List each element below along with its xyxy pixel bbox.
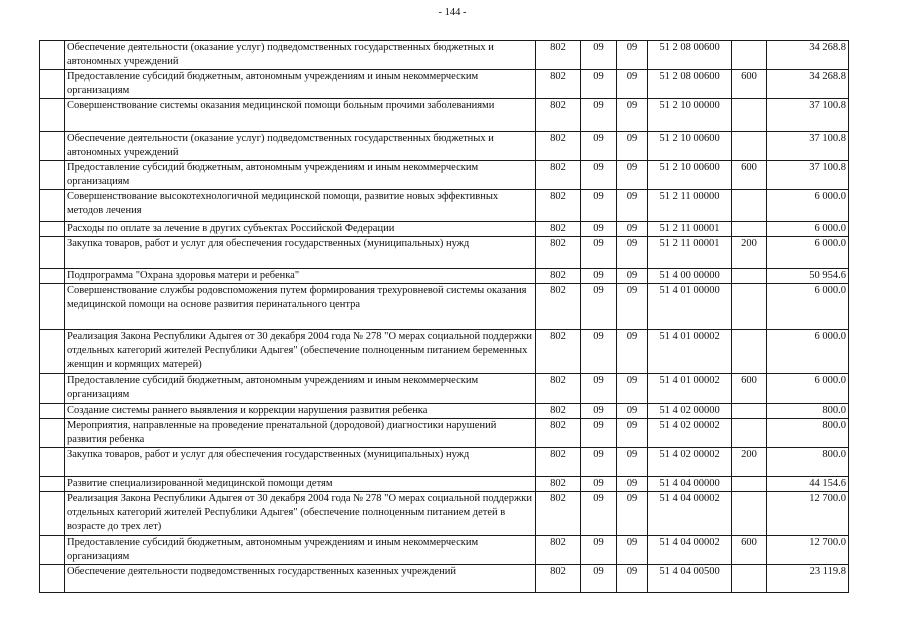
expense-type-cell: 200 <box>732 448 767 477</box>
section-code-cell: 09 <box>581 404 617 419</box>
ministry-code-cell: 802 <box>536 190 581 222</box>
ministry-code-cell: 802 <box>536 99 581 132</box>
expense-type-cell <box>732 190 767 222</box>
row-name-cell: Подпрограмма "Охрана здоровья матери и ребенка" <box>65 269 536 284</box>
section-code-cell: 09 <box>581 565 617 593</box>
table-body <box>40 41 849 593</box>
ministry-code-cell: 802 <box>536 222 581 237</box>
row-marker-cell <box>40 419 65 448</box>
table-row <box>40 565 849 593</box>
row-name-cell: Предоставление субсидий бюджетным, автономным учреждениям и иным некоммерческим организациям <box>65 536 536 565</box>
ministry-code-cell: 802 <box>536 70 581 99</box>
subsection-code-cell: 09 <box>617 404 648 419</box>
section-code-cell: 09 <box>581 190 617 222</box>
subsection-code-cell: 09 <box>617 284 648 330</box>
table-row <box>40 237 849 269</box>
ministry-code-cell: 802 <box>536 419 581 448</box>
target-code-cell: 51 4 04 00002 <box>648 492 732 536</box>
row-marker-cell <box>40 269 65 284</box>
section-code-cell: 09 <box>581 419 617 448</box>
row-name-cell: Совершенствование высокотехнологичной медицинской помощи, развитие новых эффективных методов лечения <box>65 190 536 222</box>
subsection-code-cell: 09 <box>617 492 648 536</box>
ministry-code-cell: 802 <box>536 492 581 536</box>
amount-cell: 50 954.6 <box>767 269 849 284</box>
target-code-cell: 51 4 04 00500 <box>648 565 732 593</box>
table-row <box>40 70 849 99</box>
page-number: - 144 - <box>438 7 467 18</box>
section-code-cell: 09 <box>581 374 617 404</box>
subsection-code-cell: 09 <box>617 419 648 448</box>
expense-type-cell: 600 <box>732 70 767 99</box>
subsection-code-cell: 09 <box>617 132 648 161</box>
section-code-cell: 09 <box>581 41 617 70</box>
section-code-cell: 09 <box>581 161 617 190</box>
expense-type-cell <box>732 565 767 593</box>
subsection-code-cell: 09 <box>617 99 648 132</box>
row-name-cell: Закупка товаров, работ и услуг для обеспечения государственных (муниципальных) нужд <box>65 448 536 477</box>
subsection-code-cell: 09 <box>617 477 648 492</box>
row-marker-cell <box>40 237 65 269</box>
row-name-cell: Совершенствование службы родовспоможения путем формирования трехуровневой системы оказания медицинской помощи на основе развития перинатального центра <box>65 284 536 330</box>
expense-type-cell <box>732 330 767 374</box>
ministry-code-cell: 802 <box>536 565 581 593</box>
amount-cell: 12 700.0 <box>767 492 849 536</box>
subsection-code-cell: 09 <box>617 448 648 477</box>
subsection-code-cell: 09 <box>617 237 648 269</box>
expense-type-cell <box>732 492 767 536</box>
target-code-cell: 51 2 08 00600 <box>648 41 732 70</box>
table-row <box>40 419 849 448</box>
table-row <box>40 269 849 284</box>
amount-cell: 800.0 <box>767 448 849 477</box>
row-marker-cell <box>40 190 65 222</box>
section-code-cell: 09 <box>581 99 617 132</box>
row-marker-cell <box>40 536 65 565</box>
amount-cell: 37 100.8 <box>767 132 849 161</box>
target-code-cell: 51 2 11 00000 <box>648 190 732 222</box>
row-marker-cell <box>40 284 65 330</box>
expense-type-cell <box>732 477 767 492</box>
subsection-code-cell: 09 <box>617 41 648 70</box>
table-row <box>40 161 849 190</box>
ministry-code-cell: 802 <box>536 132 581 161</box>
row-name-cell: Предоставление субсидий бюджетным, автономным учреждениям и иным некоммерческим организациям <box>65 161 536 190</box>
row-name-cell: Совершенствование системы оказания медицинской помощи больным прочими заболеваниями <box>65 99 536 132</box>
section-code-cell: 09 <box>581 70 617 99</box>
section-code-cell: 09 <box>581 222 617 237</box>
row-name-cell: Расходы по оплате за лечение в других субъектах Российской Федерации <box>65 222 536 237</box>
expense-type-cell <box>732 222 767 237</box>
table-row <box>40 132 849 161</box>
amount-cell: 6 000.0 <box>767 237 849 269</box>
target-code-cell: 51 4 02 00002 <box>648 448 732 477</box>
expense-type-cell <box>732 404 767 419</box>
section-code-cell: 09 <box>581 448 617 477</box>
table-row <box>40 284 849 330</box>
expense-type-cell <box>732 269 767 284</box>
amount-cell: 23 119.8 <box>767 565 849 593</box>
target-code-cell: 51 4 02 00000 <box>648 404 732 419</box>
row-marker-cell <box>40 161 65 190</box>
section-code-cell: 09 <box>581 132 617 161</box>
row-name-cell: Обеспечение деятельности (оказание услуг) подведомственных государственных бюджетных и автономных учреждений <box>65 132 536 161</box>
row-marker-cell <box>40 492 65 536</box>
row-name-cell: Развитие специализированной медицинской помощи детям <box>65 477 536 492</box>
expense-type-cell: 600 <box>732 536 767 565</box>
row-marker-cell <box>40 41 65 70</box>
row-marker-cell <box>40 70 65 99</box>
budget-table <box>39 40 849 593</box>
table-row <box>40 99 849 132</box>
subsection-code-cell: 09 <box>617 374 648 404</box>
table-row <box>40 374 849 404</box>
table-row <box>40 190 849 222</box>
target-code-cell: 51 2 10 00600 <box>648 161 732 190</box>
section-code-cell: 09 <box>581 237 617 269</box>
amount-cell: 34 268.8 <box>767 41 849 70</box>
ministry-code-cell: 802 <box>536 374 581 404</box>
subsection-code-cell: 09 <box>617 190 648 222</box>
ministry-code-cell: 802 <box>536 284 581 330</box>
amount-cell: 12 700.0 <box>767 536 849 565</box>
section-code-cell: 09 <box>581 284 617 330</box>
expense-type-cell: 200 <box>732 237 767 269</box>
section-code-cell: 09 <box>581 330 617 374</box>
table-row <box>40 222 849 237</box>
ministry-code-cell: 802 <box>536 536 581 565</box>
amount-cell: 6 000.0 <box>767 222 849 237</box>
row-name-cell: Реализация Закона Республики Адыгея от 30 декабря 2004 года № 278 "О мерах социальной поддержки отдельных категорий жителей Республики Адыгея" (обеспечение полноценным питанием детей в возрасте до трех лет) <box>65 492 536 536</box>
target-code-cell: 51 4 01 00002 <box>648 330 732 374</box>
amount-cell: 800.0 <box>767 419 849 448</box>
row-name-cell: Мероприятия, направленные на проведение пренатальной (дородовой) диагностики нарушений развития ребенка <box>65 419 536 448</box>
amount-cell: 800.0 <box>767 404 849 419</box>
ministry-code-cell: 802 <box>536 41 581 70</box>
subsection-code-cell: 09 <box>617 70 648 99</box>
amount-cell: 34 268.8 <box>767 70 849 99</box>
ministry-code-cell: 802 <box>536 237 581 269</box>
row-name-cell: Предоставление субсидий бюджетным, автономным учреждениям и иным некоммерческим организациям <box>65 374 536 404</box>
row-marker-cell <box>40 132 65 161</box>
row-name-cell: Закупка товаров, работ и услуг для обеспечения государственных (муниципальных) нужд <box>65 237 536 269</box>
subsection-code-cell: 09 <box>617 222 648 237</box>
expense-type-cell: 600 <box>732 374 767 404</box>
target-code-cell: 51 4 00 00000 <box>648 269 732 284</box>
expense-type-cell <box>732 419 767 448</box>
target-code-cell: 51 2 10 00600 <box>648 132 732 161</box>
row-marker-cell <box>40 330 65 374</box>
row-name-cell: Обеспечение деятельности (оказание услуг) подведомственных государственных бюджетных и автономных учреждений <box>65 41 536 70</box>
amount-cell: 37 100.8 <box>767 99 849 132</box>
table-row <box>40 448 849 477</box>
section-code-cell: 09 <box>581 269 617 284</box>
amount-cell: 6 000.0 <box>767 284 849 330</box>
row-name-cell: Предоставление субсидий бюджетным, автономным учреждениям и иным некоммерческим организациям <box>65 70 536 99</box>
row-marker-cell <box>40 222 65 237</box>
expense-type-cell <box>732 132 767 161</box>
row-marker-cell <box>40 404 65 419</box>
section-code-cell: 09 <box>581 477 617 492</box>
subsection-code-cell: 09 <box>617 536 648 565</box>
row-name-cell: Создание системы раннего выявления и коррекции нарушения развития ребенка <box>65 404 536 419</box>
table-row <box>40 41 849 70</box>
row-marker-cell <box>40 374 65 404</box>
subsection-code-cell: 09 <box>617 161 648 190</box>
target-code-cell: 51 2 08 00600 <box>648 70 732 99</box>
row-name-cell: Реализация Закона Республики Адыгея от 30 декабря 2004 года № 278 "О мерах социальной поддержки отдельных категорий жителей Республики Адыгея" (обеспечение полноценным питанием беременных женщин и кормящих матерей) <box>65 330 536 374</box>
target-code-cell: 51 2 10 00000 <box>648 99 732 132</box>
ministry-code-cell: 802 <box>536 448 581 477</box>
row-marker-cell <box>40 477 65 492</box>
section-code-cell: 09 <box>581 536 617 565</box>
expense-type-cell <box>732 99 767 132</box>
amount-cell: 37 100.8 <box>767 161 849 190</box>
table-row <box>40 404 849 419</box>
amount-cell: 44 154.6 <box>767 477 849 492</box>
row-marker-cell <box>40 448 65 477</box>
ministry-code-cell: 802 <box>536 330 581 374</box>
row-marker-cell <box>40 99 65 132</box>
ministry-code-cell: 802 <box>536 161 581 190</box>
subsection-code-cell: 09 <box>617 565 648 593</box>
subsection-code-cell: 09 <box>617 269 648 284</box>
target-code-cell: 51 4 01 00000 <box>648 284 732 330</box>
expense-type-cell <box>732 284 767 330</box>
ministry-code-cell: 802 <box>536 404 581 419</box>
expense-type-cell: 600 <box>732 161 767 190</box>
target-code-cell: 51 4 02 00002 <box>648 419 732 448</box>
target-code-cell: 51 4 04 00002 <box>648 536 732 565</box>
target-code-cell: 51 2 11 00001 <box>648 237 732 269</box>
subsection-code-cell: 09 <box>617 330 648 374</box>
table-row <box>40 330 849 374</box>
table-row <box>40 536 849 565</box>
target-code-cell: 51 4 01 00002 <box>648 374 732 404</box>
ministry-code-cell: 802 <box>536 477 581 492</box>
table-row <box>40 477 849 492</box>
target-code-cell: 51 2 11 00001 <box>648 222 732 237</box>
row-marker-cell <box>40 565 65 593</box>
amount-cell: 6 000.0 <box>767 374 849 404</box>
amount-cell: 6 000.0 <box>767 330 849 374</box>
row-name-cell: Обеспечение деятельности подведомственных государственных казенных учреждений <box>65 565 536 593</box>
section-code-cell: 09 <box>581 492 617 536</box>
target-code-cell: 51 4 04 00000 <box>648 477 732 492</box>
table-row <box>40 492 849 536</box>
expense-type-cell <box>732 41 767 70</box>
ministry-code-cell: 802 <box>536 269 581 284</box>
amount-cell: 6 000.0 <box>767 190 849 222</box>
